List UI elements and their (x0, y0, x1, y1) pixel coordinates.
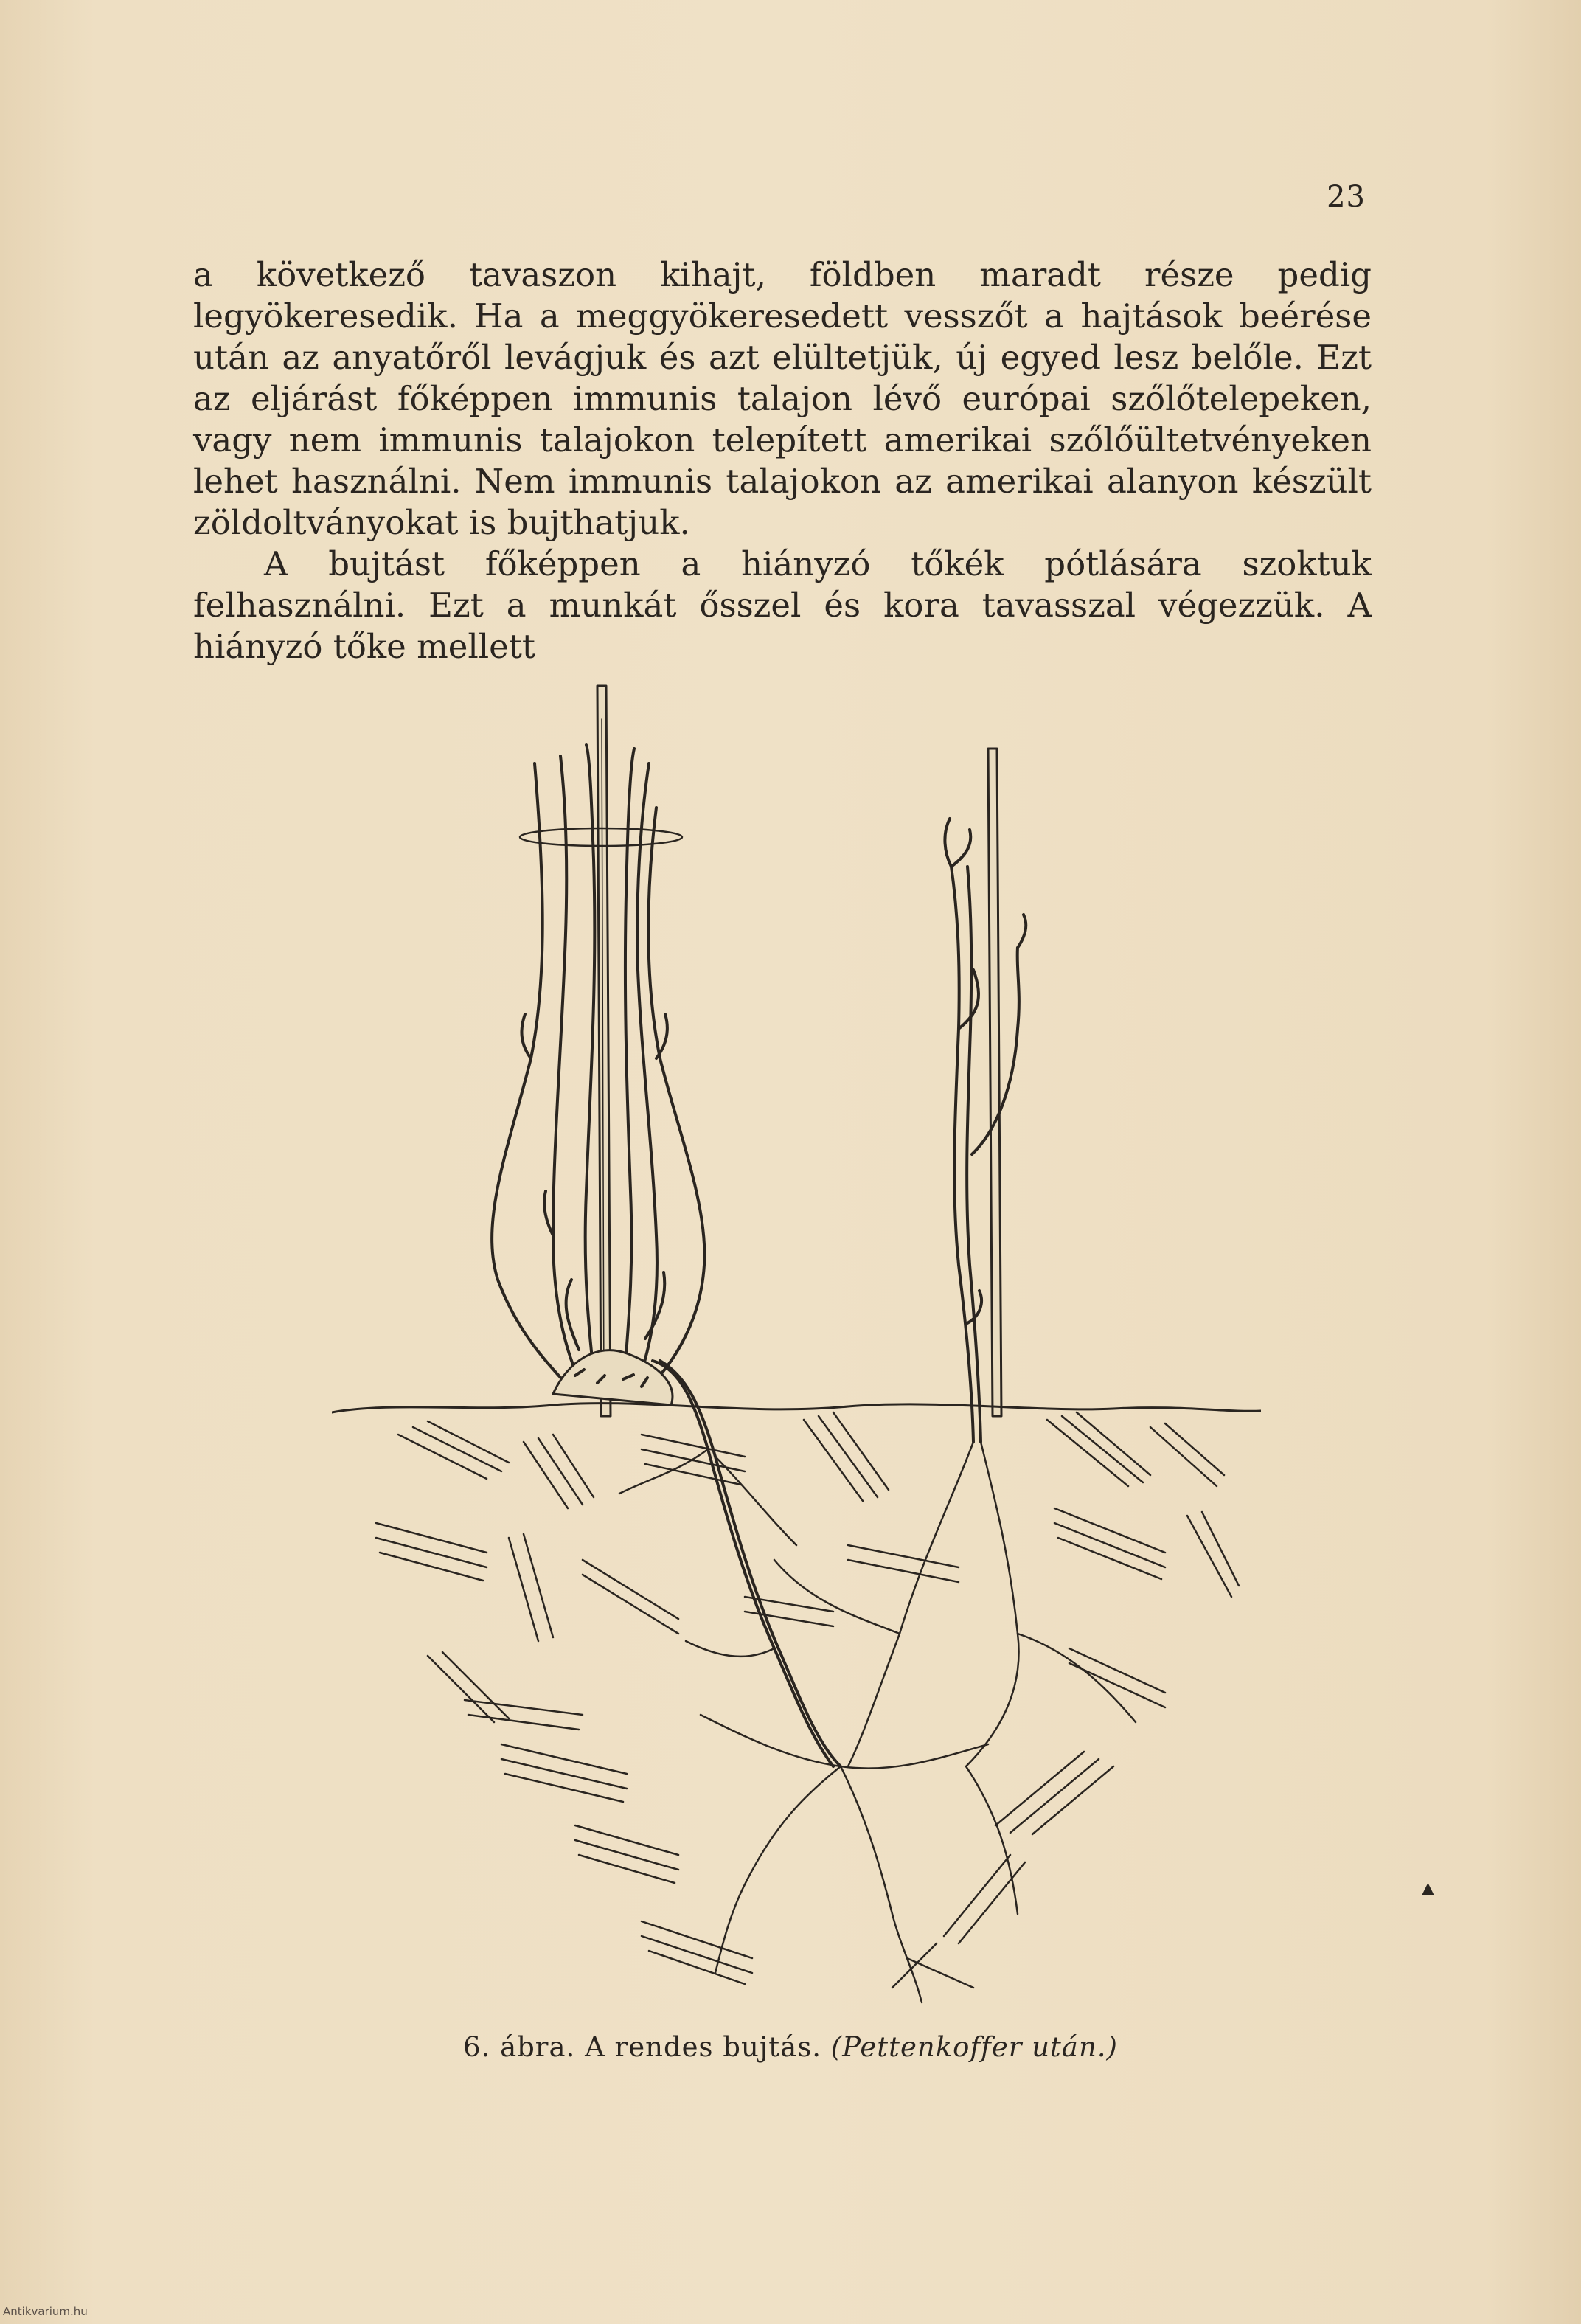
body-text (193, 254, 1372, 667)
caption-credit: (Pettenkoffer után.) (830, 2031, 1118, 2063)
page-number: 23 (1327, 180, 1366, 214)
vine-layering-drawing (332, 675, 1261, 2032)
paragraph-1: a következő tavaszon kihajt, földben maradt része pedig legyökeresedik. Ha a meggyökeresedett vesszőt a hajtások beérése után az anyatőről levágjuk és azt elültetjük, új egyed lesz belőle. Ezt az eljárást főképpen immunis talajon lévő európai szőlőtelepeken, vagy nem immunis talajokon telepített amerikai szőlőültetvényeken lehet használni. Nem immunis talajokon az amerikai alanyon készült zöldoltványokat is bujthatjuk. (193, 255, 1372, 542)
right-stake (988, 749, 1001, 1416)
left-stake (597, 686, 611, 1416)
right-shoot (945, 819, 1026, 1442)
roots (619, 1442, 1136, 2002)
figure-layering-illustration (332, 675, 1261, 2032)
buried-cane (653, 1361, 841, 1766)
paragraph-2: A bujtást főképpen a hiányzó tőkék pótlására szoktuk felhasználni. Ezt a munkát ősszel és kora tavasszal végezzük. A hiányzó tőke mellett (193, 544, 1372, 666)
caption-main: 6. ábra. A rendes bujtás. (463, 2031, 821, 2063)
margin-mark-icon: ▲ (1422, 1879, 1434, 1898)
watermark: Antikvarium.hu (3, 2305, 88, 2318)
soil-hatching (376, 1412, 1239, 1988)
figure-caption (0, 2031, 1581, 2063)
ground-line (332, 1404, 1261, 1412)
